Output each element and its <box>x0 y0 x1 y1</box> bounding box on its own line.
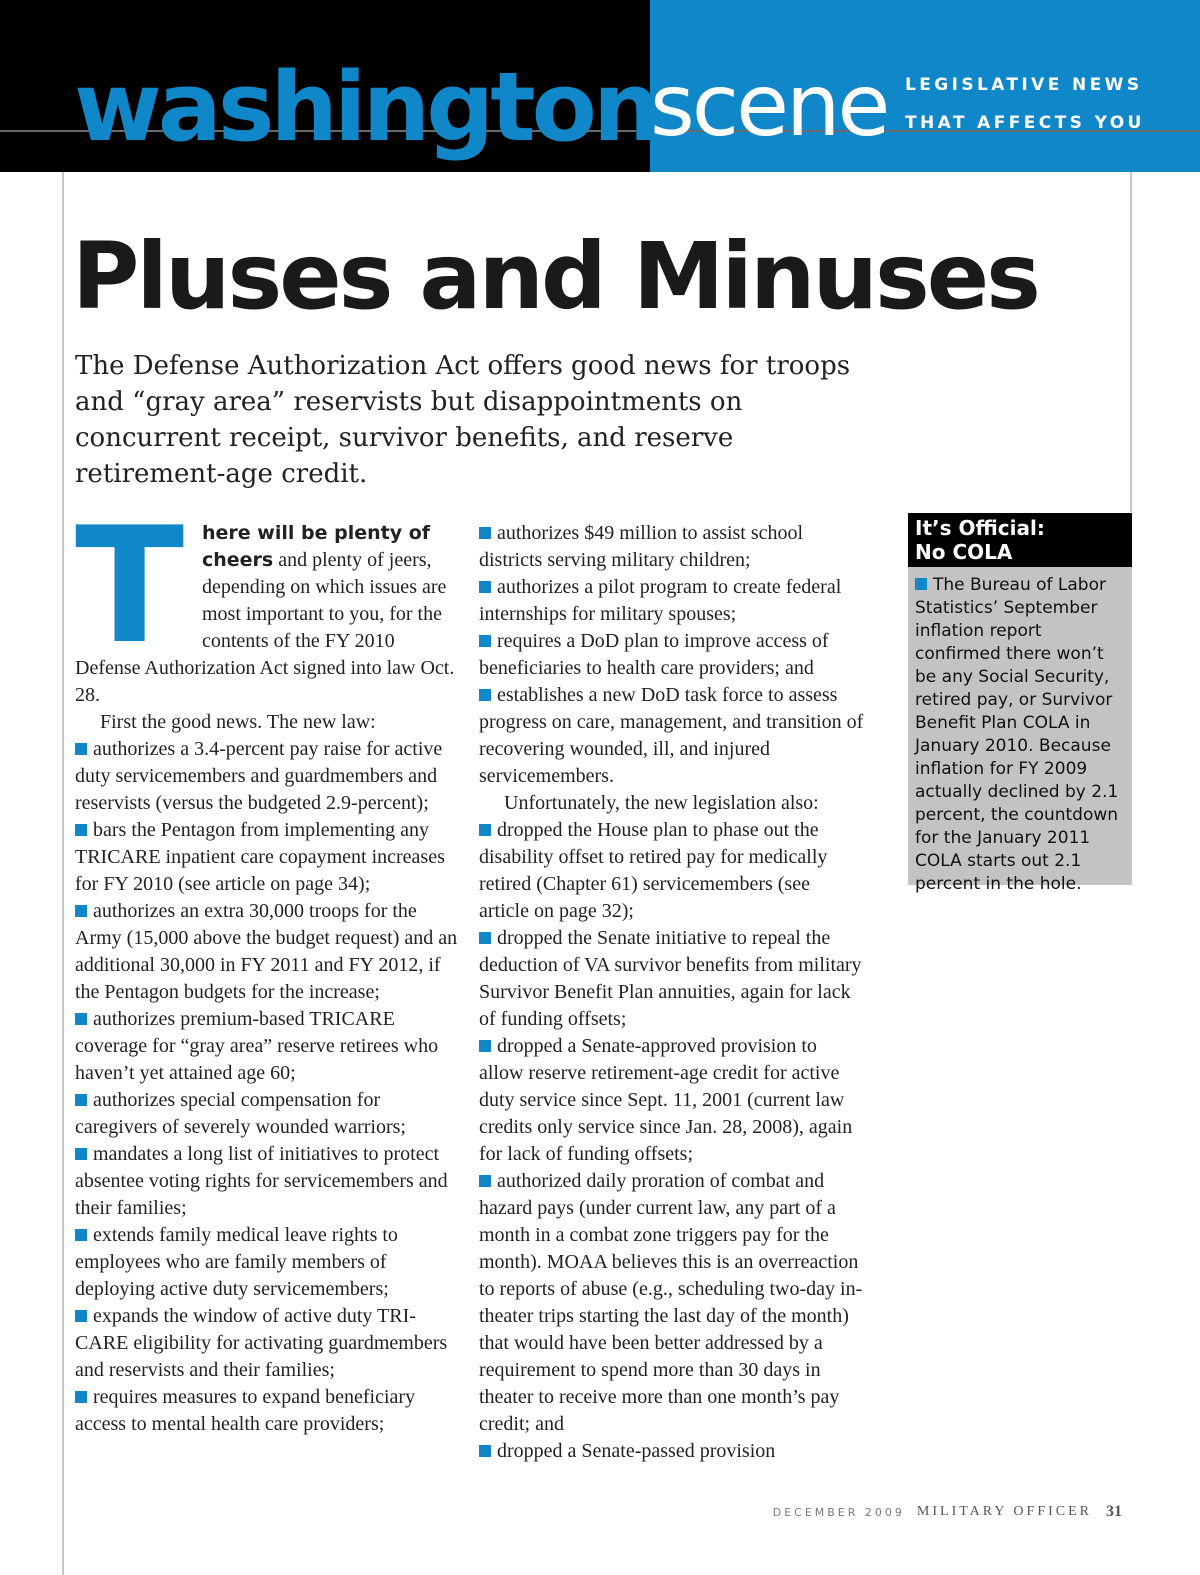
masthead-title-scene: scene <box>650 56 888 156</box>
list-item: authorizes premium-based TRICARE coverage for “gray area” reserve retirees who haven’t yet attained age 60; <box>75 1008 439 1084</box>
list-item: dropped a Senate-approved provision to allow reserve retirement-age credit for active duty service since Sept. 11, 2001 (current law credits only service since Jan. 28, 2008), again for lack of funding offsets; <box>479 1035 853 1165</box>
list-item: authorizes an extra 30,000 troops for the Army (15,000 above the budget request) and an additional 30,000 in FY 2011 and FY 2012, if the Pentagon budgets for the increase; <box>75 900 458 1003</box>
list-item: authorizes $49 million to assist school districts serving military children; <box>479 522 804 571</box>
bullet-square-icon <box>75 743 87 755</box>
list-item: establishes a new DoD task force to assess progress on care, management, and transition of recovering wounded, ill, and injured servicemembers. <box>479 684 864 787</box>
masthead-tagline-line1: LEGISLATIVE NEWS <box>905 75 1143 95</box>
bullet-square-icon <box>479 581 491 593</box>
bullet-square-icon <box>75 824 87 836</box>
list-item: extends family medical leave rights to employees who are family members of deploying active duty servicemembers; <box>75 1224 398 1300</box>
list-item: bars the Pentagon from implementing any TRICARE inpatient care copayment increases for FY 2010 (see article on page 34); <box>75 819 445 895</box>
list-item: dropped a Senate-passed provision <box>479 1438 864 1465</box>
article-deck: The Defense Authorization Act offers good news for troops and “gray area” reservists but disappointments on concurrent receipt, survivor benefits, and reserve retirement-age credit. <box>75 351 851 489</box>
list-item: authorizes a pilot program to create federal internships for military spouses; <box>479 576 842 625</box>
sidebar-title-line1: It’s Official: <box>915 516 1045 540</box>
masthead-title-washington: washington <box>74 53 657 163</box>
bullet-square-icon <box>75 1094 87 1106</box>
bullet-square-icon <box>479 1175 491 1187</box>
article-column-1 <box>75 492 460 1438</box>
drop-cap: T <box>75 492 185 679</box>
intro-text: and plenty of jeers, depending on which issues are most important to you, for the contents of the FY 2010 Defense Authorization Act signed into law Oct. 28. <box>75 549 455 706</box>
list-item: dropped the Senate initiative to repeal the deduction of VA survivor benefits from military Survivor Benefit Plan annuities, again for lack of funding offsets; <box>479 927 862 1030</box>
list-item: authorizes a 3.4-percent pay raise for active duty servicemembers and guardmembers and reservists (versus the budgeted 2.9-percent); <box>75 738 443 814</box>
bullet-square-icon <box>75 1391 87 1403</box>
sidebar-title-line2: No COLA <box>915 540 1013 564</box>
bullet-square-icon <box>75 905 87 917</box>
bullet-square-icon <box>915 578 927 590</box>
bad-news-intro: Unfortunately, the new legislation also: <box>504 792 819 814</box>
bullet-square-icon <box>479 1445 491 1457</box>
list-item: authorizes special compensation for caregivers of severely wounded warriors; <box>75 1089 406 1138</box>
bullet-square-icon <box>75 1229 87 1241</box>
page-footer <box>773 1503 1122 1521</box>
good-news-intro: First the good news. The new law: <box>100 711 376 733</box>
list-item: requires a DoD plan to improve access of beneficiaries to health care providers; and <box>479 630 829 679</box>
page-frame-left-rule <box>62 172 64 1575</box>
list-item: authorized daily proration of combat and hazard pays (under current law, any part of a month in a combat zone triggers pay for the month). MOAA believes this is an overreaction to reports of abuse (e.g., scheduling two-day in-theater trips starting the last day of the month) that would have been better addressed by a requirement to spend more than 30 days in theater to receive more than one month’s pay credit; and <box>479 1170 863 1435</box>
list-item: dropped the House plan to phase out the disability offset to retired pay for medically retired (Chapter 61) servicemembers (see article on page 32); <box>479 819 828 922</box>
bullet-square-icon <box>75 1148 87 1160</box>
list-item: requires measures to expand beneficiary access to mental health care providers; <box>75 1386 416 1435</box>
sidebar-text: The Bureau of Labor Statistics’ September inflation report confirmed there won’t be any Social Security, retired pay, or Survivor Benefit Plan COLA in January 2010. Because inflation for FY 2009 actually declined by 2.1 percent, the countdown for the January 2011 COLA starts out 2.1 percent in the hole. <box>915 575 1119 894</box>
list-item: expands the window of active duty TRICARE eligibility for activating guardmembers and reservists and their families; <box>75 1305 448 1381</box>
footer-date: DECEMBER 2009 <box>772 1505 905 1519</box>
list-item: mandates a long list of initiatives to protect absentee voting rights for servicemembers and their families; <box>75 1143 448 1219</box>
article-column-2 <box>479 520 864 1465</box>
bullet-square-icon <box>479 635 491 647</box>
footer-publication: MILITARY OFFICER <box>916 1504 1092 1520</box>
page-title: Pluses and Minuses <box>72 223 1038 330</box>
bullet-square-icon <box>75 1013 87 1025</box>
page-number: 31 <box>1106 1503 1122 1521</box>
bullet-square-icon <box>479 689 491 701</box>
bullet-square-icon <box>479 932 491 944</box>
sidebar-title <box>908 513 1132 567</box>
bullet-square-icon <box>479 1040 491 1052</box>
lead-in: here will be plenty of cheers <box>202 522 431 571</box>
bullet-square-icon <box>479 527 491 539</box>
page-frame-right-rule <box>1130 172 1132 512</box>
bullet-square-icon <box>479 824 491 836</box>
sidebar-body <box>908 567 1132 894</box>
bullet-square-icon <box>75 1310 87 1322</box>
masthead-tagline-line2: THAT AFFECTS YOU <box>905 113 1145 133</box>
